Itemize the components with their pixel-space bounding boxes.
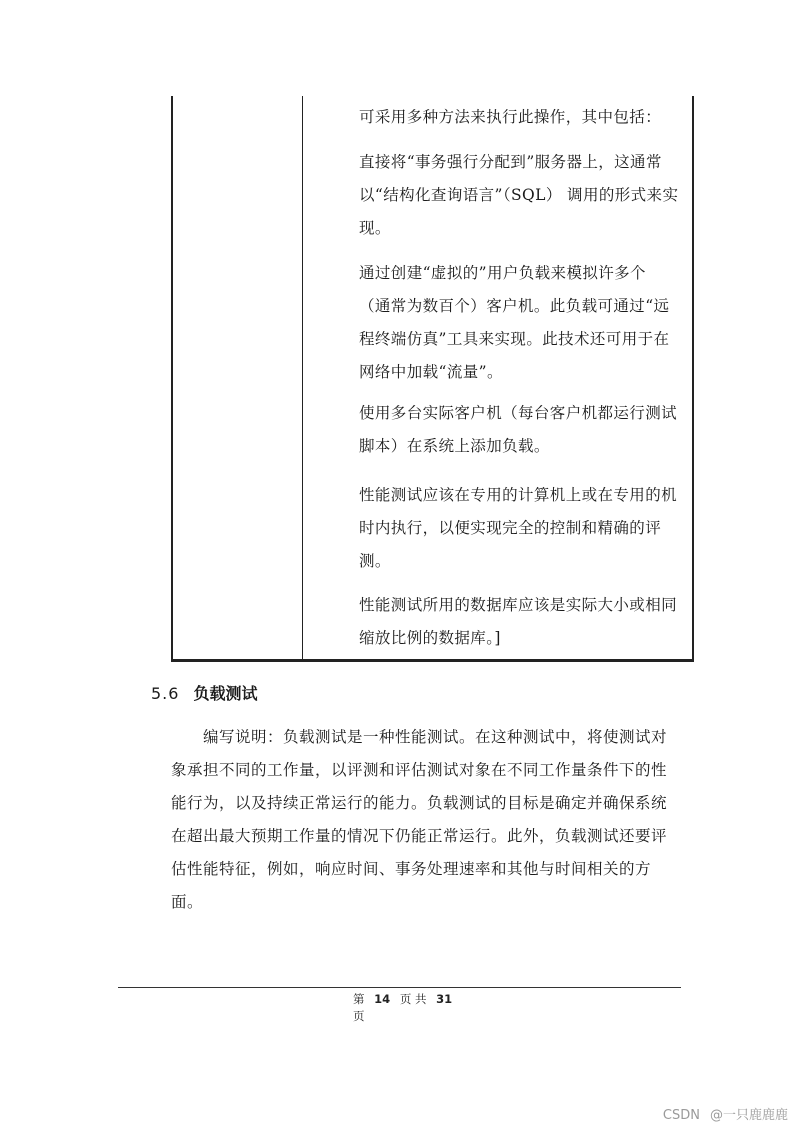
total-pages-number: 31 [436,992,453,1006]
text-line: 网络中加载“流量”。 [359,363,503,381]
section-title: 负载测试 [193,684,258,703]
text-line: （通常为数百个）客户机。此负载可通过“远 [359,297,670,315]
text-line: 时内执行，以便实现完全的控制和精确的评 [359,519,662,537]
table-column-divider [302,96,303,662]
table-cell-paragraph-1 [359,101,689,134]
body-line: 能行为，以及持续正常运行的能力。负载测试的目标是确定并确保系统 [171,794,668,812]
footer-rule [118,987,681,988]
watermark [663,1104,788,1123]
footer-middle: 页 共 [399,992,427,1006]
text-line: 可采用多种方法来执行此操作，其中包括： [359,108,662,126]
body-line: 面。 [171,893,204,911]
section-number: 5.6 [151,684,180,703]
text-line: 脚本）在系统上添加负载。 [359,437,550,455]
table-cell-paragraph-5 [359,479,689,578]
body-line: 编写说明：负载测试是一种性能测试。在这种测试中，将使测试对 [203,728,668,746]
table-cell-paragraph-2 [359,146,689,245]
body-line: 在超出最大预期工作量的情况下仍能正常运行。此外，负载测试还要评 [171,827,668,845]
section-heading [151,683,257,705]
text-line: 使用多台实际客户机（每台客户机都运行测试 [359,404,678,422]
watermark-author: @一只鹿鹿鹿 [709,1108,788,1123]
text-line: 通过创建“虚拟的”用户负载来模拟许多个 [359,264,646,282]
current-page-number: 14 [374,992,391,1006]
text-line: 性能测试应该在专用的计算机上或在专用的机 [359,486,678,504]
page-footer [353,990,458,1008]
watermark-source: CSDN [662,1108,700,1123]
text-line: 现。 [359,219,391,237]
text-line: 程终端仿真”工具来实现。此技术还可用于在 [359,330,670,348]
footer-suffix: 页 [353,1009,365,1023]
text-line: 直接将“事务强行分配到”服务器上，这通常 [359,153,662,171]
body-line: 象承担不同的工作量，以评测和评估测试对象在不同工作量条件下的性 [171,761,668,779]
table-cell-paragraph-3 [359,257,689,389]
body-line: 估性能特征，例如，响应时间、事务处理速率和其他与时间相关的方 [171,860,652,878]
table-cell-paragraph-4 [359,397,689,463]
body-paragraph [171,721,683,919]
table-cell-paragraph-6 [359,589,689,655]
footer-prefix: 第 [353,992,365,1006]
text-line: 以“结构化查询语言”（SQL） 调用的形式来实 [359,186,679,204]
text-line: 测。 [359,552,391,570]
text-line: 缩放比例的数据库。] [359,629,501,647]
text-line: 性能测试所用的数据库应该是实际大小或相同 [359,596,678,614]
